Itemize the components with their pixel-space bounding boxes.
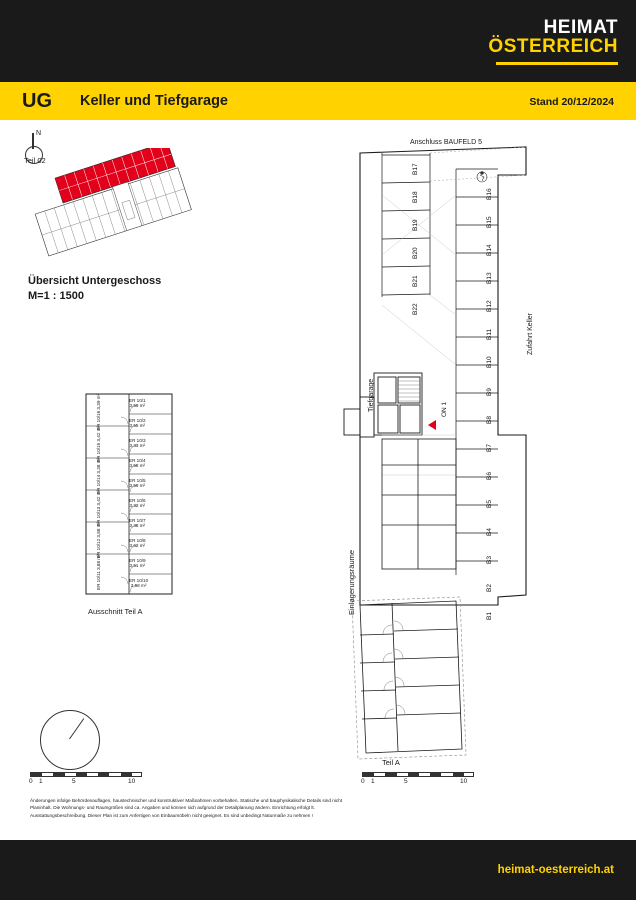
stall-label: B19 [412, 219, 419, 231]
on1-label: ON 1 [441, 401, 448, 417]
room-label: ER 10/5 3,59 m² [129, 478, 146, 489]
plan-teil-a-label: Teil A [382, 758, 400, 767]
logo-underline [496, 62, 618, 65]
logo-line-2: ÖSTERREICH [488, 36, 618, 58]
stall-label: B17 [412, 163, 419, 175]
room-label: ER 10/4 3,58 m² [129, 458, 146, 469]
stall-label: B11 [486, 328, 493, 340]
stall-label: B5 [486, 500, 493, 508]
room-label: ER 10/3 3,33 m² [129, 438, 146, 449]
footer-company: Heimat Österreich gemeinnützige Wohnbau Gesellschaft m.b.H [22, 850, 307, 861]
scale-tick-labels: 0 1 5 10 [29, 778, 136, 785]
einlagerungsraume-label: Einlagerungsräume [347, 549, 356, 615]
stall-label: B1 [486, 612, 493, 620]
floor-plan-drawing [330, 135, 620, 775]
tiefgarage-label: Tiefgarage [368, 378, 375, 412]
footer-website-link[interactable]: heimat-oesterreich.at [497, 864, 614, 876]
room-label: ER 10/7 3,38 m² [129, 518, 146, 529]
stall-label: B15 [486, 216, 493, 228]
detail-caption: Ausschnitt Teil A [88, 607, 143, 616]
stall-label: B3 [486, 556, 493, 564]
room-label: ER 10/13 3,42 m² [96, 489, 101, 526]
stall-label: B18 [412, 191, 419, 203]
stall-label: B20 [412, 247, 419, 259]
entrance-arrow-icon [428, 420, 436, 430]
project-address: 2700 Wr. Neustadt, Josefine Kuttner-Gasse 1 [23, 52, 239, 64]
level-name: Keller und Tiefgarage [80, 93, 228, 109]
room-label: ER 10/16 3,39 m² [96, 393, 101, 430]
keyplan-overview [24, 148, 214, 273]
stall-label: B10 [486, 356, 493, 368]
room-label: ER 10/15 3,42 m² [96, 425, 101, 462]
scale-bar-left [30, 772, 142, 786]
disclaimer-text: Änderungen infolge Behördenauflagen, haustechnischer und konstruktiver Maßnahmen vorbehalten. Statische und bauphysikalische Details sind nicht Planinhalt. Die Wohnungs- und Raumgrößen sind ca. Angaben und können sich aufgrund der Detailplanung ändern. Einrichtung erfolgt lt. Ausstattungsbeschreibung. Dieser Plan ist zum Anfertigen von Einbaumöbeln nicht geeignet. Es sind unbedingt Naturmaße zu nehmen ! [30, 798, 343, 818]
room-label: ER 10/9 3,51 m² [129, 558, 146, 569]
stall-label: B22 [412, 303, 419, 315]
room-label: ER 10/12 3,88 m² [96, 521, 101, 558]
stall-label: B16 [486, 188, 493, 200]
plan-date: Stand 20/12/2024 [529, 96, 614, 108]
room-label: ER 10/14 3,38 m² [96, 457, 101, 494]
stall-label: B21 [412, 275, 419, 287]
project-title: EIN VIERTEL GRÜN [22, 16, 244, 42]
keyplan-caption [28, 274, 161, 304]
company-logo [488, 18, 618, 57]
room-label: ER 10/11 3,88 m² [96, 554, 101, 590]
stall-label: B2 [486, 584, 493, 592]
stall-label: B13 [486, 272, 493, 284]
keyplan-section-letter: A [62, 64, 67, 71]
footer-contact: 1100 Wien, Davidgasse 48 | Tel. 01 982 3601 631 | tanja.biberich@hoe.at [22, 865, 344, 876]
stall-label: B12 [486, 300, 493, 312]
stall-label: B6 [486, 472, 493, 480]
compass-icon [40, 710, 100, 770]
room-label: ER 10/10 3,58 m² [129, 578, 149, 589]
stall-label: B4 [486, 528, 493, 536]
zufahrt-label: Zufahrt Keller [527, 312, 534, 355]
stall-label: B9 [486, 388, 493, 396]
north-label: N [36, 130, 42, 137]
room-label: ER 10/1 3,59 m² [129, 398, 146, 409]
stall-label: B7 [486, 444, 493, 452]
room-label: ER 10/8 3,62 m² [129, 538, 146, 549]
keyplan-caption-scale: M=1 : 1500 [28, 289, 84, 302]
level-code: UG [22, 90, 52, 112]
logo-line-1: HEIMAT [543, 17, 618, 38]
stall-label: B8 [486, 416, 493, 424]
keyplan-part-label: Teil 02 [24, 156, 46, 165]
anschluss-label: Anschluss BAUFELD 5 [410, 139, 482, 146]
room-label: ER 10/2 3,55 m² [129, 418, 146, 429]
scale-tick-labels: 0 1 5 10 [361, 778, 468, 785]
room-label: ER 10/6 3,32 m² [129, 498, 146, 509]
keyplan-caption-line1: Übersicht Untergeschoss [28, 275, 162, 287]
stall-label: B14 [486, 244, 493, 256]
